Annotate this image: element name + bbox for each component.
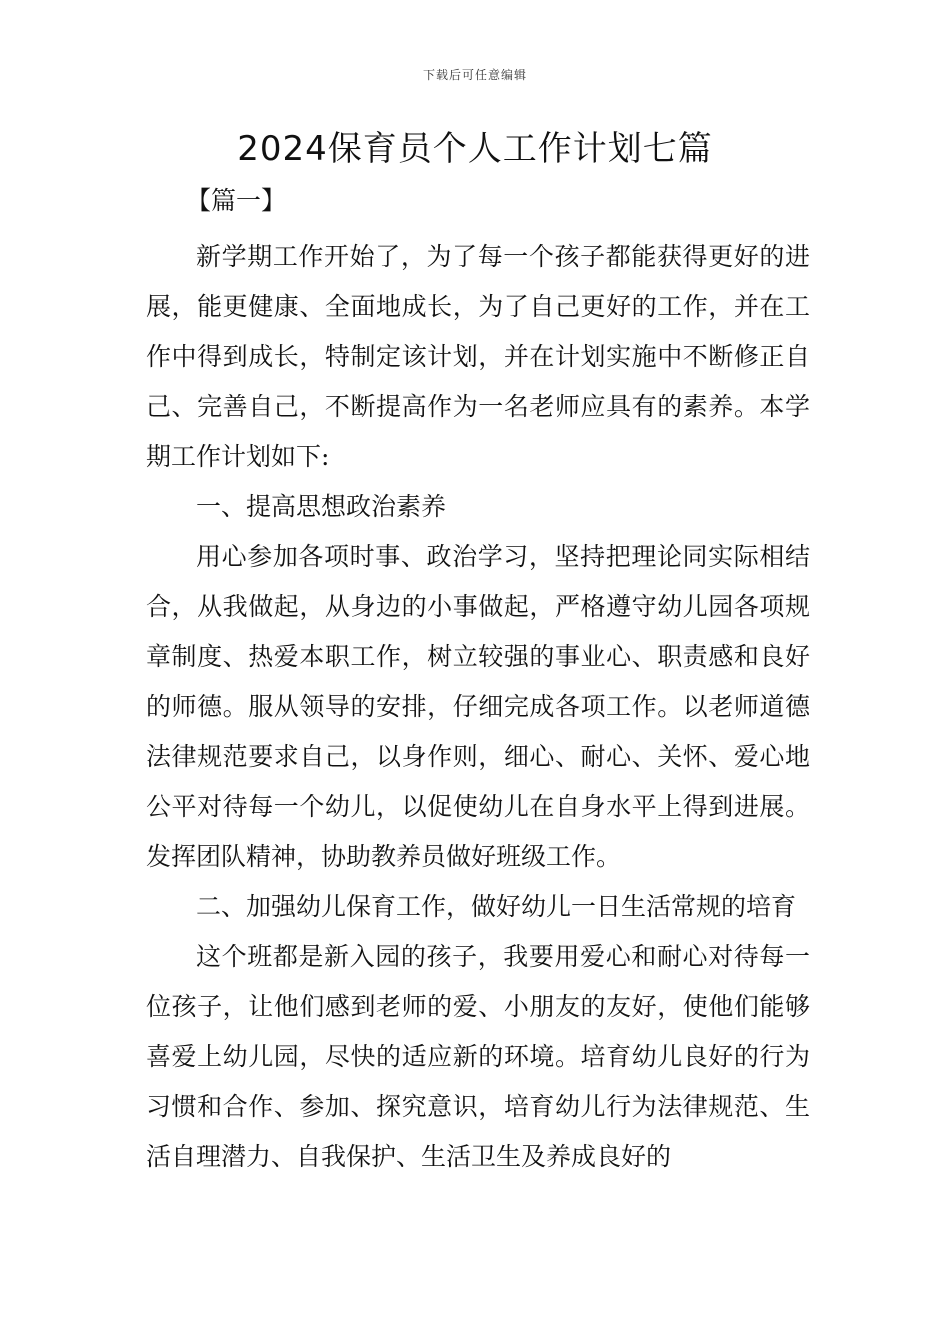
heading-section-1: 一、提高思想政治素养: [196, 492, 447, 521]
header-note: 下载后可任意编辑: [422, 68, 527, 82]
paragraph-section-1: 用心参加各项时事、政治学习，坚持把理论同实际相结合，从我做起，从身边的小事做起，严格遵守幼儿园各项规章制度、热爱本职工作，树立较强的事业心、职责感和良好的师德。服从领导的安排，仔细完成各项工作。以老师道德法律规范要求自己，以身作则，细心、耐心、关怀、爱心地公平对待每一个幼儿，以促使幼儿在自身水平上得到进展。发挥团队精神，协助教养员做好班级工作。: [146, 542, 810, 871]
paragraph-intro: 新学期工作开始了，为了每一个孩子都能获得更好的进展，能更健康、全面地成长，为了自己更好的工作，并在工作中得到成长，特制定该计划，并在计划实施中不断修正自己、完善自己，不断提高作为一名老师应具有的素养。本学期工作计划如下:: [146, 242, 810, 471]
section-tag: 【篇一】: [186, 186, 287, 215]
document-title: 2024保育员个人工作计划七篇: [237, 129, 713, 169]
paragraph-section-2: 这个班都是新入园的孩子，我要用爱心和耐心对待每一位孩子，让他们感到老师的爱、小朋友的友好，使他们能够喜爱上幼儿园，尽快的适应新的环境。培育幼儿良好的行为习惯和合作、参加、探究意识，培育幼儿行为法律规范、生活自理潜力、自我保护、生活卫生及养成良好的: [146, 942, 810, 1171]
document-body: [146, 178, 810, 1182]
heading-section-2: 二、加强幼儿保育工作，做好幼儿一日生活常规的培育: [196, 892, 797, 921]
